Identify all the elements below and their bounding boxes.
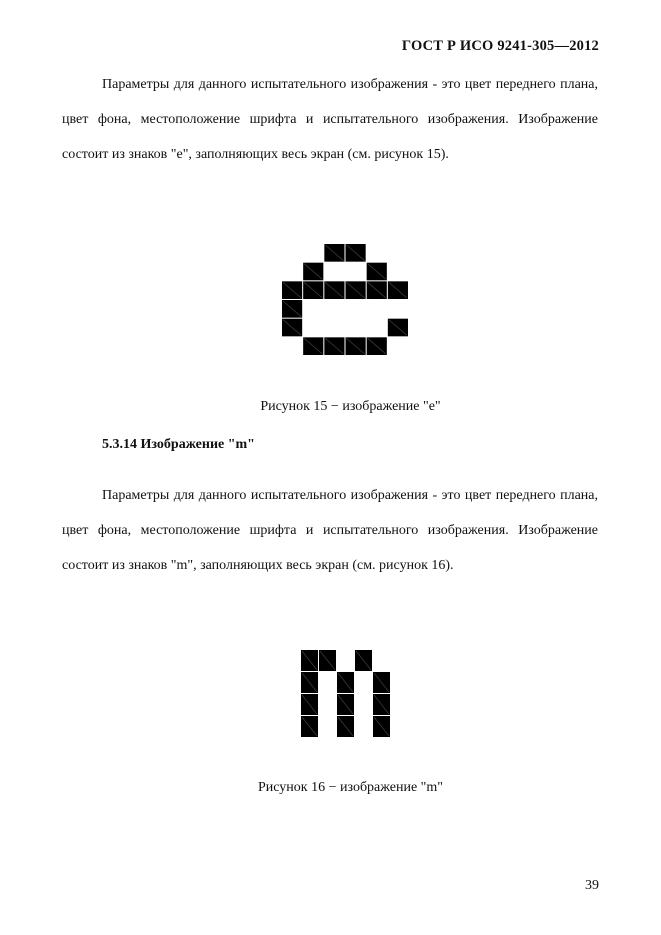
figure-16-glyph-m xyxy=(301,650,391,738)
paragraph-figure16-intro: Параметры для данного испытательного изображения - это цвет переднего плана, цвет фона, местоположение шрифта и испытательного изображения. Изображение состоит из знаков "m", заполняющих весь экран (см. рисунок 16). xyxy=(62,488,598,573)
figure-15-glyph-e xyxy=(282,244,412,356)
figure-16-caption: Рисунок 16 − изображение "m" xyxy=(258,780,443,795)
document-header: ГОСТ Р ИСО 9241-305—2012 xyxy=(401,38,599,54)
section-heading-5-3-14: 5.3.14 Изображение "m" xyxy=(102,437,255,452)
figure-15-caption: Рисунок 15 − изображение "е" xyxy=(260,399,441,414)
page-number: 39 xyxy=(585,878,599,893)
paragraph-figure15-intro: Параметры для данного испытательного изображения - это цвет переднего плана, цвет фона, местоположение шрифта и испытательного изображения. Изображение состоит из знаков "е", заполняющих весь экран (см. рисунок 15). xyxy=(62,77,598,162)
